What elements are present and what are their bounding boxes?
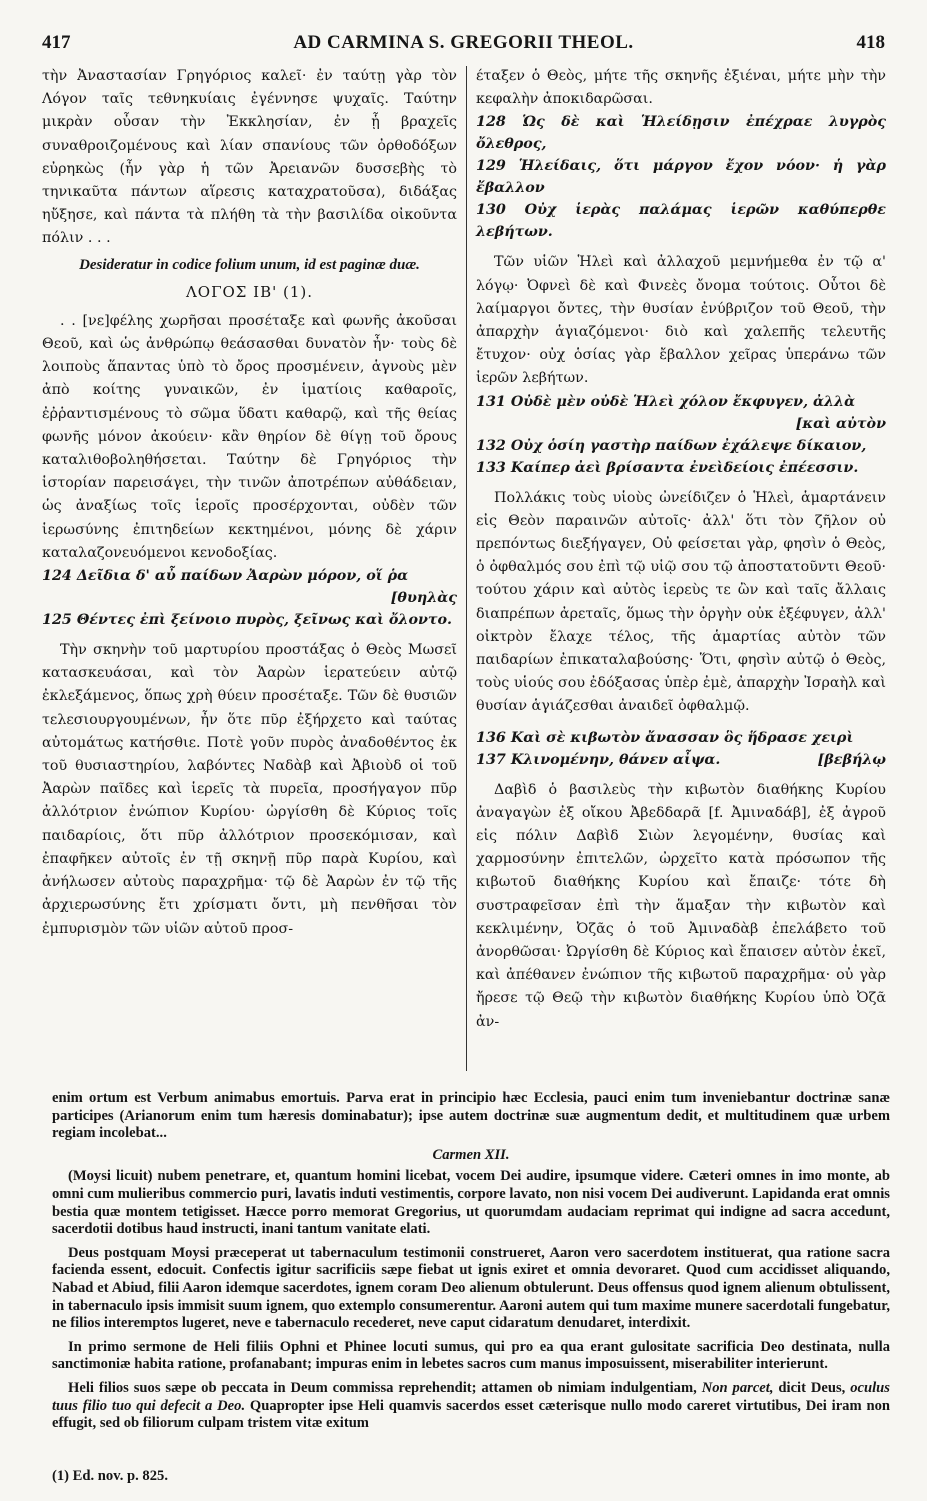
latin-quote: Non parcet, [701, 1379, 774, 1396]
greek-column-left [42, 65, 457, 941]
latin-paragraph: enim ortum est Verbum animabus emortuis. Parva erat in principio hæc Ecclesia, pauci enim tum inveniebantur doctrinæ sanæ participes (Arianorum enim tum hæresis dominabatur); ipse autem doctrinæ suæ augmentum dedit, et multitudinem quæ urbem regiam incolebat... [52, 1090, 890, 1142]
latin-text: dicit Deus, [773, 1379, 851, 1396]
footnote: (1) Ed. nov. p. 825. [52, 1468, 168, 1484]
latin-quote: oculus tuus filio tuo qui defecit a Deo. [52, 1379, 890, 1414]
latin-text: Heli filios suos sæpe ob peccata in Deum commissa reprehendit; attamen ob nimiam indulgentiam, [68, 1379, 702, 1396]
lacuna-note: Desideratur in codice folium unum, id est paginæ duæ. [79, 256, 420, 273]
verse-line: 133 Καίπερ ἀεὶ βρίσαντα ἐνεὶδείοις ἐπέεσσιν. [476, 459, 859, 476]
page-number-right: 418 [856, 32, 885, 53]
verse-line: 128 Ὡς δὲ καὶ Ἡλείδῃσιν ἐπέχραε λυγρὸς ὄλεθρος, [476, 114, 886, 153]
column-divider [466, 66, 467, 1071]
greek-paragraph: Τῶν υἱῶν Ἡλεὶ καὶ ἀλλαχοῦ μεμνήμεθα ἐν τῷ α' λόγῳ· Ὀφνεὶ δὲ καὶ Φινεὲς ὄνομα τούτοις. Οὗτοι δὲ λαίμαργοι ὄντες, τὴν θυσίαν ἐνύβριζον τοῦ Θεοῦ, τὴν ἀπαρχὴν ἁγιαζόμενοι· διὸ καὶ χαλεπῆς τελευτῆς ἔτυχον· οὐχ ὁσίας γὰρ ἔβαλλον χεῖρας ὑπεράνω τῶν ἱερῶν λεβήτων. [476, 254, 886, 387]
page-number-left: 417 [42, 32, 71, 53]
greek-paragraph: Πολλάκις τοὺς υἱοὺς ὠνείδιζεν ὁ Ἡλεὶ, ἁμαρτάνειν εἰς Θεὸν παραινῶν αὐτοῖς· ἀλλ' ὅτι τὸν ζῆλον οὐ πρεπόντως διεξήγαγεν, Οὐ φείσεται γὰρ, φησὶν ὁ Θεὸς, ὁ ὀφθαλμός σου ἐπὶ τῷ υἱῷ σου τῷ ἀποστατοῦντι Θεοῦ· τούτου χάριν καὶ αὐτὸς ἱερεὺς τε ὢν καὶ ταῖς ἄλλαις διαπρέπων ἀρεταῖς, ὅμως τὴν ὀργὴν οὐκ ἐξέφυγεν, ἀλλ' οἰκτρὸν ἔλαχε τέλος, τῆς ἁμαρτίας αὐτὸν τῶν παιδαρίων ἐπικαταλαβούσης· Ὅτι, φησὶν αὐτῷ ὁ Θεὸς, τοὺς υἱούς σου ἐδόξασας ὑπὲρ ἐμὲ, ἀπαρχὴν Ἰσραὴλ καὶ θυσίαν ἁγιάζεσθαι ἀναιδεῖ ὀφθαλμῷ. [476, 489, 886, 715]
carmen-heading: Carmen XII. [432, 1146, 510, 1163]
greek-paragraph: Τὴν σκηνὴν τοῦ μαρτυρίου προστάξας ὁ Θεὸς Μωσεῖ κατασκευάσαι, καὶ τὸν Ἀαρὼν ἱερατεύειν αὐτῷ ἐκλεξάμενος, ὅπως χρὴ θύειν προσέταξε. Τῶν δὲ θυσιῶν τελεσιουργουμένων, ἦν ὅτε πῦρ ἐξήρχετο καὶ ταύτας αὐτομάτως κατήσθιε. Ποτὲ γοῦν πυρὸς ἀναδοθέντος ἐκ τοῦ θυσιαστηρίου, λαβόντες Ναδὰβ καὶ Ἀβιοὺδ οἱ τοῦ Ἀαρὼν παῖδες καὶ ἱερεῖς τὰ πυρεῖα, προσήγαγον πῦρ ἀλλότριον ἐνώπιον Κυρίου· ὠργίσθη δὲ Κύριος τοῖς παιδαρίοις, ὅτι πῦρ ἀλλότριον προσεκόμισαν, καὶ ἐπαφῆκεν αὐτοῖς ἐν τῇ σκηνῇ πῦρ παρὰ Κυρίου, καὶ ἀνήλωσεν αὐτοὺς παραχρῆμα· τῷ δὲ Ἀαρὼν ἐν τῷ τῆς ἀρχιερωσύνης ἔτι χρίσματι ὄντι, μὴ πενθῆσαι τὸν ἐμπυρισμὸν τῶν υἱῶν αὐτοῦ προσ- [42, 642, 457, 937]
verse-line: 129 Ἡλείδαις, ὅτι μάργον ἔχον νόον· ἡ γὰρ ἔβαλλον [476, 158, 886, 197]
running-title: AD CARMINA S. GREGORII THEOL. [293, 32, 634, 53]
verse-line: 124 Δεῖδια δ' αὖ παίδων Ἀαρὼν μόρον, οἵ ῥα [42, 568, 409, 585]
verse-line-continuation: [βεβήλῳ [817, 751, 886, 768]
verse-line: 136 Καὶ σὲ κιβωτὸν ἄνασσαν ὃς ἥδρασε χειρὶ [476, 729, 854, 746]
verse-text: 137 Κλινομένην, θάνεν αἶψα. [476, 751, 721, 768]
latin-text: Quapropter ipse Heli quamvis sacerdos esset cæterisque nullo modo careret virtutibus, Dei iram non effugit, sed ob filiorum culpam tristem vitæ exitum [52, 1397, 890, 1432]
latin-paragraph [52, 1380, 890, 1433]
verse-line [476, 749, 886, 771]
verse-line: 132 Οὐχ ὁσίη γαστὴρ παίδων ἐχάλεψε δίκαιον, [476, 437, 867, 454]
verse-line-continuation: [θυηλὰς [390, 590, 457, 607]
latin-paragraph: Deus postquam Moysi præceperat ut tabernaculum testimonii construeret, Aaron vero sacerdotem instituerat, qua ratione sacra facienda essent, edocuit. Confectis igitur sacrificiis sæpe fiebat ut ignis exiret et omnia devoraret. Quod cum accidisset aliquando, Nabad et Abiud, filii Aaron idemque sacerdotes, ignem coram Deo alienum obtulerunt. Deus offensus quod ignem alienum obtulissent, in tabernaculo ipsis immisit suum ignem, quo extemplo consumerentur. Aaroni autem qui tum maxime munere sacerdotali fungebatur, ne filios interemptos lugeret, neve e tabernaculo recederet, neve caput cidaratum denudaret, interdixit. [52, 1244, 890, 1332]
latin-translation [52, 1090, 890, 1439]
verse-line: 131 Οὐδὲ μὲν οὐδὲ Ἡλεὶ χόλον ἔκφυγεν, ἀλλὰ [476, 393, 856, 410]
greek-paragraph: . . [νε]φέλης χωρῆσαι προσέταξε καὶ φωνῆς ἀκοῦσαι Θεοῦ, καὶ ὡς ἀνθρώπῳ θεάσασθαι δυνατὸν ἦν· τοὺς δὲ λοιποὺς ἅπαντας ὑπὸ τὸ ὄρος προσμένειν, ἁγνοὺς μὲν ἀπὸ κοίτης γυναικῶν, ἐν ἱματίοις καθαροῖς, ἐῤῥαντισμένους τὸ σῶμα ὕδατι καθαρῷ, καὶ τῆς θείας φωνῆς μόνον ἀκούειν· κἂν θηρίον δὲ θίγῃ τοῦ ὄρους καταλιθοβοληθήσεται. Ταύτην δὲ Γρηγόριος τὴν ἱστορίαν παρεισάγει, τὴν τινῶν ἀποτρέπων αὐθάδειαν, ὡς ἀναξίως τοῖς ἱεροῖς προσέρχονται, οὐδὲν τῶν ἱερωσύνης ἐπιτηδείων κεκτημένοι, μόνης δὲ χάριν καταλαζονευόμενοι κενοδοξίας. [42, 312, 457, 561]
greek-paragraph: τὴν Ἀναστασίαν Γρηγόριος καλεῖ· ἐν ταύτῃ γὰρ τὸν Λόγον ταῖς τεθνηκυίαις ἐγέννησε ψυχαῖς. Ταύτην μικρὰν οὖσαν τὴν Ἐκκλησίαν, ἐν ᾗ βραχεῖς συναθροιζομένους καὶ λίαν σπανίους τῶν ὀρθοδόξων εὐρηκὼς (ἦν γὰρ ἡ τῶν Ἀρειανῶν δυσσεβὴς τὸ τηνικαῦτα πάντων αἵρεσις καταχρατοῦσα), διδάξας ηὔξησε, καὶ πάντα τὰ πλήθη τὰ τὴν βασιλίδα οἰκοῦντα πόλιν . . . [42, 68, 457, 247]
verse-line-continuation: [καὶ αὐτὸν [795, 415, 886, 432]
greek-paragraph: Δαβὶδ ὁ βασιλεὺς τὴν κιβωτὸν διαθήκης Κυρίου ἀναγαγὼν ἐξ οἴκου Ἀβεδδαρᾶ [f. Ἀμιναδάβ], ἐξ ἀγροῦ εἰς πόλιν Δαβὶδ Σιὼν λεγομένην, θυσίας καὶ χαρμοσύνην ἐπιτελῶν, ὠρχεῖτο κατὰ πρόσωπον τῆς κιβωτοῦ διαθήκης Κυρίου καὶ ἔπαιζε· τότε δὴ συστραφεῖσαν ἐπὶ τὴν ἅμαξαν τὴν κιβωτὸν καὶ κεκλιμένην, Ὀζᾶς ὁ τοῦ Ἀμιναδὰβ ἐπελάβετο τοῦ ἀνορθῶσαι· Ὠργίσθη δὲ Κύριος καὶ ἔπαισεν αὐτὸν ἐκεῖ, καὶ ἀπέθανεν ἐνώπιον τῆς κιβωτοῦ παραχρῆμα· οὐ γὰρ ἤρεσε τῷ Θεῷ τὴν κιβωτὸν διαθήκης Κυρίου ὑπὸ Ὀζᾶ ἀν- [476, 781, 886, 1030]
section-heading: ΛΟΓΟΣ ΙΒ' (1). [185, 282, 314, 301]
verse-line: 125 Θέντες ἐπὶ ξείνοιο πυρὸς, ξεῖνως καὶ ὄλοντο. [42, 612, 453, 629]
greek-paragraph: έταξεν ὁ Θεὸς, μήτε τῆς σκηνῆς ἐξιέναι, μήτε μὴν τὴν κεφαλὴν ἀποκιδαρῶσαι. [476, 68, 886, 108]
running-header [42, 32, 885, 58]
latin-paragraph: (Moysi licuit) nubem penetrare, et, quantum homini licebat, vocem Dei audire, ipsumque videre. Cæteri omnes in imo monte, ab omni cum mulieribus commercio puri, lavatis induti vestimentis, corpore lavato, non nisi vocem Dei audiverunt. Lapidanda erat omnis bestia quæ montem tetigisset. Hæcce porro memorat Gregorius, ut quorumdam audaciam reprimat qui indigne ad sacra accedunt, sacerdotii dotibus haud instructi, inani tantum vanitate elati. [52, 1168, 890, 1238]
greek-column-right [476, 65, 886, 1034]
latin-paragraph: In primo sermone de Heli filiis Ophni et Phinee locuti sumus, qui pro ea qua erant gulositate sacrificia Deo destinata, nulla sanctimoniæ habita ratione, profanabant; impuras enim in lebetes sacros cum manus imposuissent, miserabiliter interierunt. [52, 1338, 890, 1373]
verse-line: 130 Οὐχ ἱερὰς παλάμας ἱερῶν καθύπερθε λεβήτων. [476, 202, 886, 241]
